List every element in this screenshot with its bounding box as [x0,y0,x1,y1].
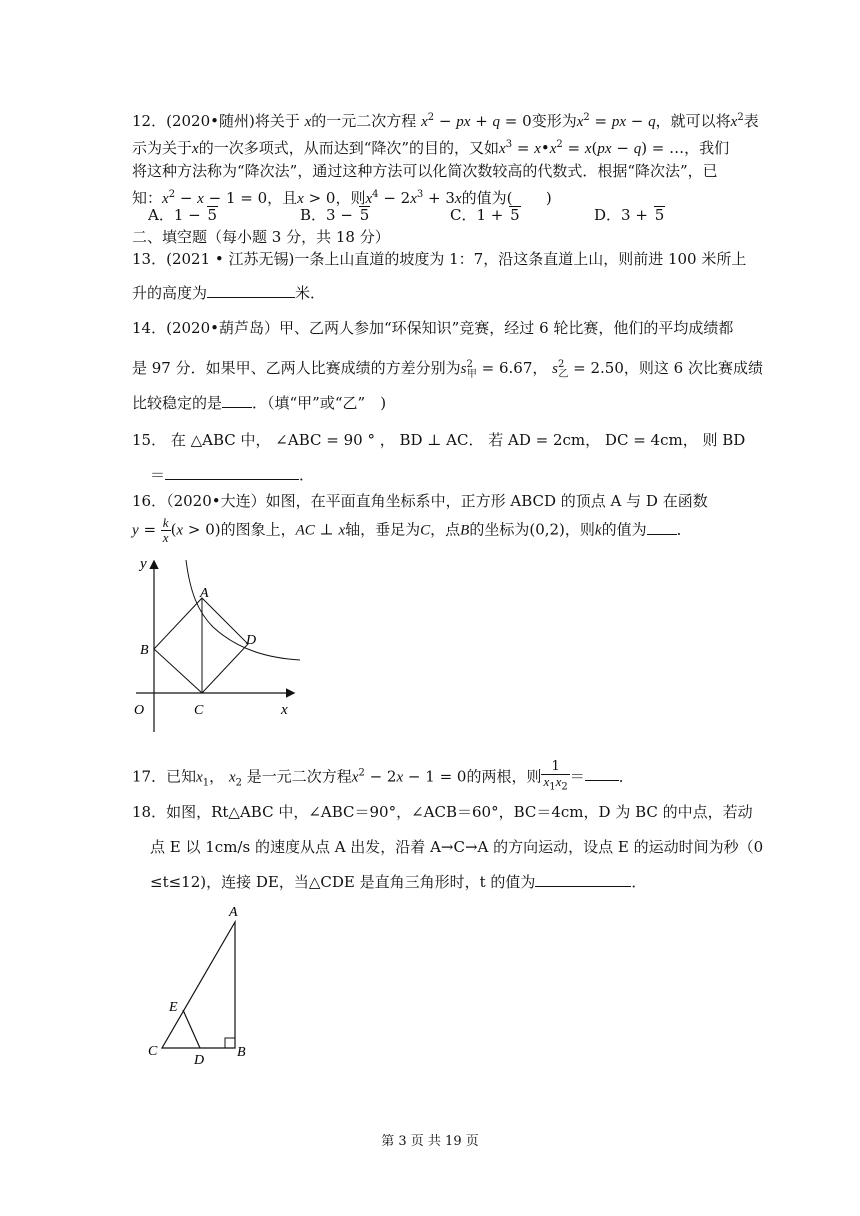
q15-line1: 15． 在 △ABC 中， ∠ABC = 90 ° ， BD ⊥ AC． 若 AD = 2cm， DC = 4cm， 则 BD [132,431,746,449]
label-b: B [237,1045,246,1060]
label-b: B [140,643,149,658]
label-y: y [140,556,147,572]
q12-line4: 知：$x^2 - x - 1 = 0$，且x > 0，则$x^4 - 2x^3 + 3x$的值为( ) [132,189,552,207]
label-o: O [134,703,145,718]
label-a: A [200,586,209,601]
answer-blank [165,464,299,480]
label-d: D [246,633,257,648]
q17-line1: 17．已知$x_1$， $x_2$ 是一元二次方程$x^2 - 2x - 1 = 0$的两根，则 $\frac{1}{x_1x_2}$ ＝ ． [132,759,634,793]
right-angle-mark [225,1038,235,1048]
q12-line2: 示为关于x的一次多项式，从而达到“降次”的目的，又如$x^3$ = $x•x^2 = x(px - q)$ = …，我们 [132,139,730,157]
fraction: $\frac{k}{x}$ [162,515,169,545]
triangle-abc [162,922,235,1048]
answer-blank [585,765,619,781]
q15-line2: ＝ ． [150,466,315,484]
q18-line1: 18．如图，Rt△ABC 中，∠ABC＝90°，∠ACB＝60°，BC＝4cm，D 为 BC 的中点，若动 [132,803,753,821]
answer-blank [207,282,295,298]
q12-option-b: B．3 − 5 [300,206,370,224]
label-d: D [194,1053,205,1068]
q12-option-a: A．1 − 5 [148,206,218,224]
fraction: $\frac{1}{x_1x_2}$ [543,759,568,793]
segment-de [183,1010,200,1048]
answer-blank [647,519,677,535]
answer-blank [535,871,631,887]
q16-line2: y = $\frac{k}{x}$ (x > 0)的图象上，AC ⊥ x轴，垂足为C，点B的坐标为(0,2)，则k的值为 ． [132,515,692,545]
q14-line1: 14．(2020•葫芦岛）甲、乙两人参加“环保知识”竞赛，经过 6 轮比赛，他们的平均成绩都 [132,319,734,337]
page-footer: 第 3 页 共 19 页 [381,1134,479,1149]
q16-figure [128,552,308,737]
answer-blank [222,392,252,408]
label-a: A [229,905,238,920]
q12-option-d: D．3 + 5 [594,206,665,224]
label-c: C [148,1044,158,1059]
q18-line3: ≤t≤12)，连接 DE，当△CDE 是直角三角形时，t 的值为 ． [150,873,647,891]
label-e: E [169,1000,178,1015]
section-heading: 二、填空题（每小题 3 分，共 18 分） [132,228,390,246]
q12-line3: 将这种方法称为“降次法”，通过这种方法可以化简次数较高的代数式．根据“降次法”，已 [132,162,718,180]
q16-line1: 16．（2020•大连）如图，在平面直角坐标系中，正方形 ABCD 的顶点 A 与 D 在函数 [132,492,708,510]
q18-line2: 点 E 以 1cm/s 的速度从点 A 出发，沿着 A→C→A 的方向运动，设点 E 的运动时间为秒（0 [150,838,764,856]
q13-line2: 升的高度为 米． [132,284,326,302]
q14-line3: 比较稳定的是 ．（填“甲”或“乙” ) [132,394,387,412]
q18-figure [140,900,260,1070]
q14-line2: 是 97 分．如果甲、乙两人比赛成绩的方差分别为$s^2_甲 = 6.67$， $s^2_乙 = 2.50$，则这 6 次比赛成绩 [132,359,763,380]
label-x: x [281,702,288,718]
q12-option-c: C．1 + 5 [450,206,520,224]
label-c: C [194,703,204,718]
hyperbola-curve [186,560,300,660]
q13-line1: 13．(2021 • 江苏无锡)一条上山直道的坡度为 1：7，沿这条直道上山，则前进 100 米所上 [132,250,747,268]
q12-line1: 12．(2020•随州)将关于 x的一元二次方程 $x^2$ − px + q = 0变形为$x^2$ = px − q，就可以将$x^2$表 [132,112,759,130]
